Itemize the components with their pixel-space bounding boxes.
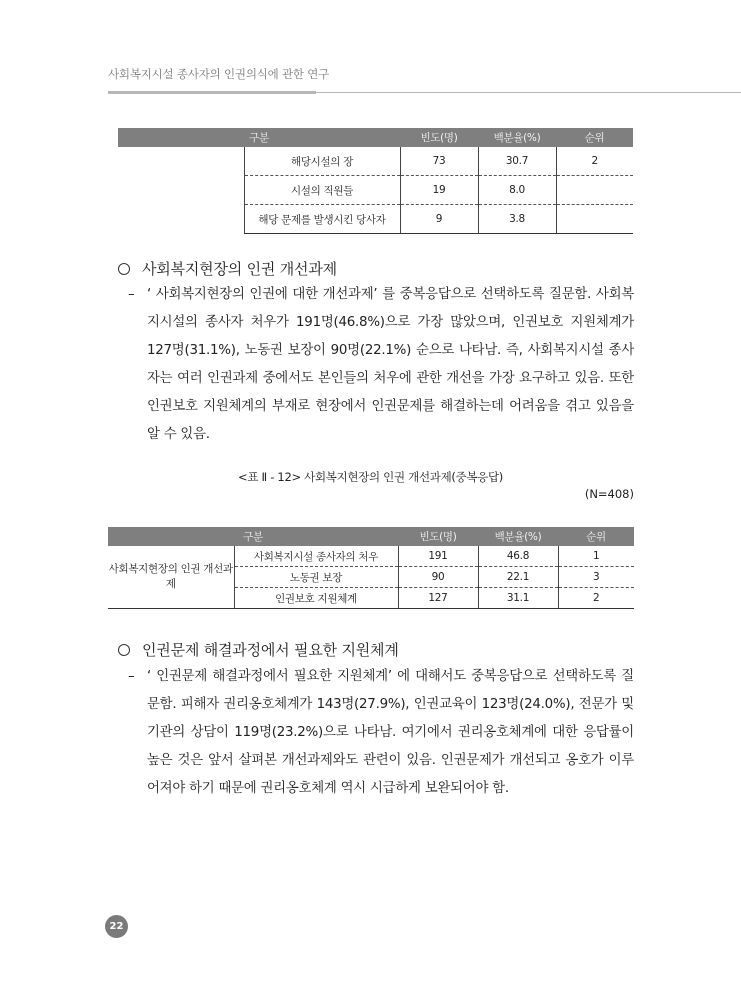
pct-cell: 8.0 bbox=[478, 176, 556, 205]
freq-cell: 9 bbox=[400, 205, 478, 234]
header-rule-thin bbox=[316, 92, 741, 93]
freq-cell: 191 bbox=[398, 546, 478, 567]
dash-bullet: – bbox=[128, 287, 135, 302]
running-header: 사회복지시설 종사자의 인권의식에 관한 연구 bbox=[108, 67, 330, 81]
header-rank: 순위 bbox=[556, 128, 633, 147]
item-cell: 해당 문제를 발생시킨 당사자 bbox=[244, 205, 400, 234]
item-cell: 사회복지시설 종사자의 처우 bbox=[234, 546, 398, 567]
rank-cell bbox=[556, 176, 633, 205]
item-cell: 해당시설의 장 bbox=[244, 147, 400, 176]
header-rank: 순위 bbox=[558, 527, 634, 546]
header-rule bbox=[108, 91, 316, 94]
section-heading-improvement bbox=[118, 258, 337, 279]
page-number-badge: 22 bbox=[105, 915, 128, 938]
rank-cell: 3 bbox=[558, 567, 634, 588]
freq-cell: 127 bbox=[398, 588, 478, 609]
item-cell: 노동권 보장 bbox=[234, 567, 398, 588]
circle-bullet-icon bbox=[118, 644, 130, 656]
section-heading-text: 인권문제 해결과정에서 필요한 지원체계 bbox=[142, 641, 399, 659]
rank-cell bbox=[556, 205, 633, 234]
header-category: 구분 bbox=[118, 128, 400, 147]
header-percent: 백분율(%) bbox=[478, 527, 558, 546]
paragraph-support: ‘ 인권문제 해결과정에서 필요한 지원체계’ 에 대해서도 중복응답으로 선택하도록 질문함. 피해자 권리옹호체계가 143명(27.9%), 인권교육이 123명(24.0%), 전문가 및 기관의 상담이 119명(23.2%)으로 나타남. 여기에서 권리옹호체계에 대한 응답률이 높은 것은 앞서 살펴본 개선과제와도 관련이 있음. 인권문제가 개선되고 옹호가 이루어져야 하기 때문에 권리옹호체계 역시 시급하게 보완되어야 함. bbox=[147, 669, 634, 796]
pct-cell: 46.8 bbox=[478, 546, 558, 567]
pct-cell: 22.1 bbox=[478, 567, 558, 588]
freq-cell: 73 bbox=[400, 147, 478, 176]
rank-cell: 2 bbox=[556, 147, 633, 176]
pct-cell: 3.8 bbox=[478, 205, 556, 234]
group-cell: 사회복지현장의 인권 개선과제 bbox=[108, 546, 234, 609]
header-frequency: 빈도(명) bbox=[398, 527, 478, 546]
table-row bbox=[108, 546, 634, 567]
paragraph-improvement: ‘ 사회복지현장의 인권에 대한 개선과제’ 를 중복응답으로 선택하도록 질문함. 사회복지시설의 종사자 처우가 191명(46.8%)으로 가장 많았으며, 인권보호 지원체계가 127명(31.1%), 노동권 보장이 90명(22.1%) 순으로 나타남. 즉, 사회복지시설 종사자는 여러 인권과제 중에서도 본인들의 처우에 관한 개선을 가장 요구하고 있음. 또한 인권보호 지원체계의 부재로 현장에서 인권문제를 해결하는데 어려움을 겪고 있음을 알 수 있음. bbox=[147, 287, 634, 442]
section-heading-support bbox=[118, 639, 399, 660]
frequency-table-continued bbox=[118, 128, 633, 234]
rank-cell: 2 bbox=[558, 588, 634, 609]
item-cell: 인권보호 지원체계 bbox=[234, 588, 398, 609]
improvement-tasks-table bbox=[108, 527, 634, 609]
header-frequency: 빈도(명) bbox=[400, 128, 478, 147]
item-cell: 시설의 직원들 bbox=[244, 176, 400, 205]
rank-cell: 1 bbox=[558, 546, 634, 567]
table-caption: <표 Ⅱ - 12> 사회복지현장의 인권 개선과제(중복응답) bbox=[238, 470, 503, 484]
table-row bbox=[118, 147, 633, 176]
pct-cell: 30.7 bbox=[478, 147, 556, 176]
sample-size-note: (N=408) bbox=[584, 487, 634, 501]
circle-bullet-icon bbox=[118, 263, 130, 275]
header-category: 구분 bbox=[108, 527, 398, 546]
freq-cell: 90 bbox=[398, 567, 478, 588]
dash-bullet: – bbox=[128, 669, 135, 684]
freq-cell: 19 bbox=[400, 176, 478, 205]
group-cell bbox=[118, 147, 244, 234]
pct-cell: 31.1 bbox=[478, 588, 558, 609]
header-percent: 백분율(%) bbox=[478, 128, 556, 147]
section-heading-text: 사회복지현장의 인권 개선과제 bbox=[142, 260, 337, 278]
